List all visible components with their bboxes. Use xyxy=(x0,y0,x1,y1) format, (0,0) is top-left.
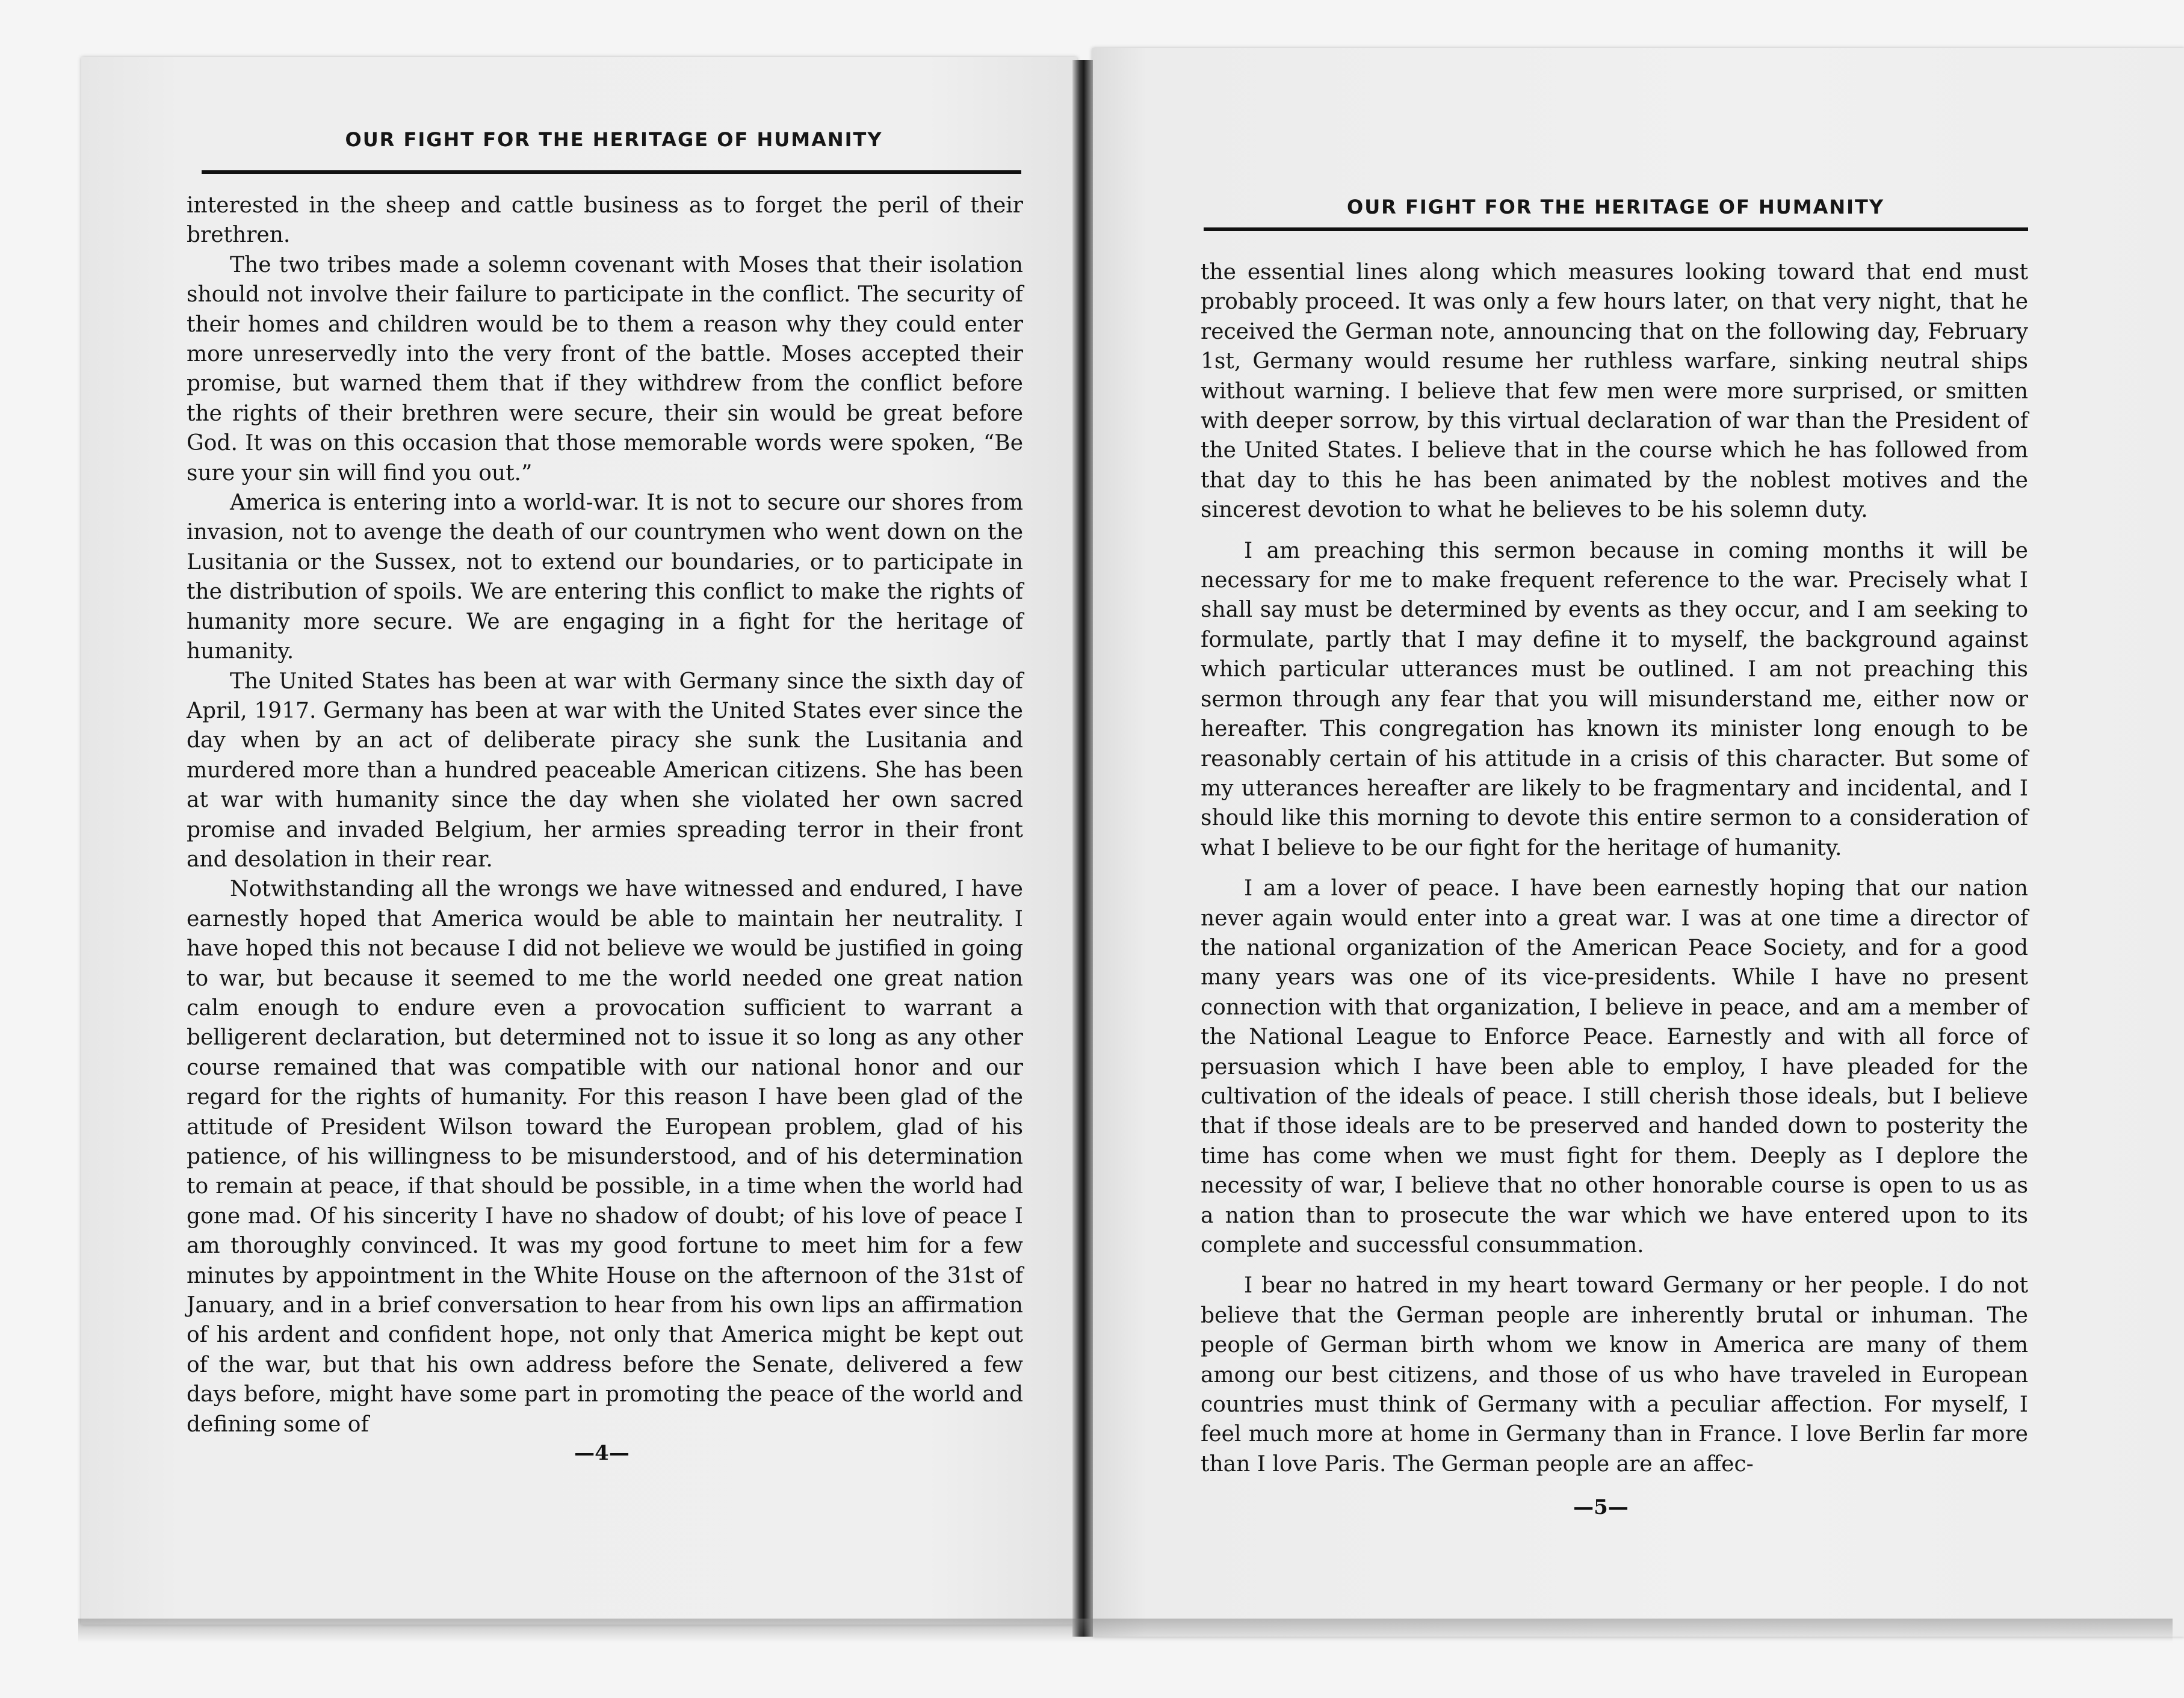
left-header-rule xyxy=(202,170,1021,174)
page-edge-shadow xyxy=(78,1619,2173,1643)
right-paragraph: I am preaching this sermon because in coming months it will be necessary for me to make frequent reference to the war. Precisely what I shall say must be determined by events as they occur, and I am seeking to formulate, partly that I may define it to myself, the background against which particular utterances must be outlined. I am not preaching this sermon through any fear that you will misunderstand me, either now or hereafter. This congregation has known its minister long enough to be reasonably certain of his attitude in a crisis of this character. But some of my utterances hereafter are likely to be fragmentary and incidental, and I should like this morning to devote this entire sermon to a consideration of what I believe to be our fight for the heritage of humanity. xyxy=(1201,538,2028,860)
left-paragraph: America is entering into a world-war. It is not to secure our shores from invasion, not to avenge the death of our countrymen who went down on the Lusitania or the Sussex, not to extend our boundaries, or to participate in the distribution of spoils. We are entering this conflict to make the rights of humanity more secure. We are engaging in a fight for the heritage of humanity. xyxy=(187,490,1023,664)
left-paragraph: interested in the sheep and cattle business as to forget the peril of their brethren. xyxy=(187,193,1023,248)
left-paragraph: The United States has been at war with Germany since the sixth day of April, 1917. Germany has been at war with the United States ever since the day when by an act of deliberate piracy she sunk the Lusitania and murdered more than a hundred peaceable American citizens. She has been at war with humanity since the day when she violated her own sacred promise and invaded Belgium, her armies spreading terror in their front and desolation in their rear. xyxy=(187,668,1023,872)
left-paragraph: The two tribes made a solemn covenant with Moses that their isolation should not involve their failure to participate in the conflict. The security of their homes and children would be to them a reason why they could enter more unreservedly into the very front of the battle. Moses accepted their promise, but warned them that if they withdrew from the conflict before the rights of their brethren were secure, their sin would be great before God. It was on this occasion that those memorable words were spoken, “Be sure your sin will find you out.” xyxy=(187,252,1023,486)
left-page-body xyxy=(187,191,1023,1439)
right-paragraph: I am a lover of peace. I have been earnestly hoping that our nation never again would enter into a great war. I was at one time a director of the national organization of the American Peace Society, and for a good many years was one of its vice-presidents. While I have no present connection with that organization, I believe in peace, and am a member of the National League to Enforce Peace. Earnestly and with all force of persuasion which I have been able to employ, I have pleaded for the cultivation of the ideals of peace. I still cherish those ideals, but I believe that if those ideals are to be preserved and handed down to posterity the time has come when we must fight for them. Deeply as I deplore the necessity of war, I believe that no other honorable course is open to us as a nation than to prosecute the war which we have entered upon to its complete and successful consummation. xyxy=(1201,876,2028,1258)
left-running-head: OUR FIGHT FOR THE HERITAGE OF HUMANITY xyxy=(345,128,883,151)
right-page-number: —5— xyxy=(1573,1495,1629,1519)
left-page-number: —4— xyxy=(574,1441,630,1465)
right-paragraph: the essential lines along which measures looking toward that end must probably proceed. It was only a few hours later, on that very night, that he received the German note, announcing that on the following day, February 1st, Germany would resume her ruthless warfare, sinking neutral ships without warning. I believe that few men were more surprised, or smitten with deeper sorrow, by this virtual declaration of war than the President of the United States. I believe that in the course which he has followed from that day to this he has been animated by the noblest motives and the sincerest devotion to what he believes to be his solemn duty. xyxy=(1201,260,2028,523)
right-header-rule xyxy=(1204,227,2028,231)
right-running-head: OUR FIGHT FOR THE HERITAGE OF HUMANITY xyxy=(1346,196,1885,218)
book-gutter xyxy=(1072,60,1093,1637)
right-page-body xyxy=(1201,258,2028,1479)
right-paragraph: I bear no hatred in my heart toward Germany or her people. I do not believe that the German people are inherently brutal or inhuman. The people of German birth whom we know in America are many of them among our best citizens, and those of us who have traveled in European countries must think of Germany with a peculiar affection. For myself, I feel much more at home in Germany than in France. I love Berlin far more than I love Paris. The German people are an affec- xyxy=(1201,1273,2028,1477)
left-paragraph: Notwithstanding all the wrongs we have witnessed and endured, I have earnestly hoped that America would be able to maintain her neutrality. I have hoped this not because I did not believe we would be justified in going to war, but because it seemed to me the world needed one great nation calm enough to endure even a provocation sufficient to warrant a belligerent declaration, but determined not to issue it so long as any other course remained that was compatible with our national honor and our regard for the rights of humanity. For this reason I have been glad of the attitude of President Wilson toward the European problem, glad of his patience, of his willingness to be misunderstood, and of his determination to remain at peace, if that should be possible, in a time when the world had gone mad. Of his sincerity I have no shadow of doubt; of his love of peace I am thoroughly convinced. It was my good fortune to meet him for a few minutes by appointment in the White House on the afternoon of the 31st of January, and in a brief conversation to hear from his own lips an affirmation of his ardent and confident hope, not only that America might be kept out of the war, but that his own address before the Senate, delivered a few days before, might have some part in promoting the peace of the world and defining some of xyxy=(187,877,1023,1437)
